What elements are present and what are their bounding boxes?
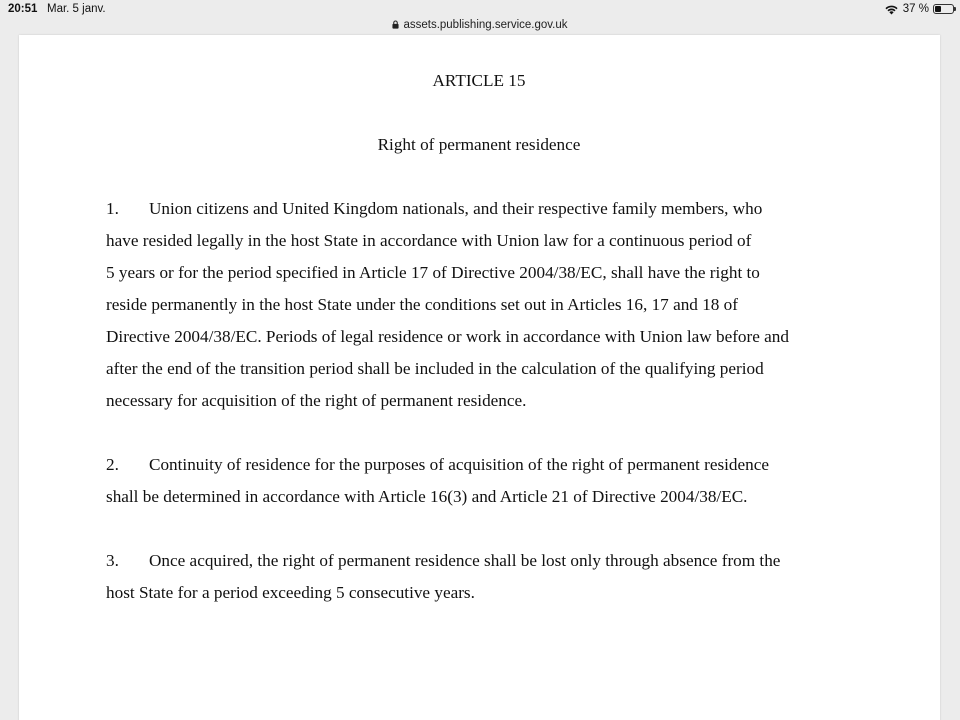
article-title: ARTICLE 15 (432, 71, 526, 90)
battery-icon (933, 4, 954, 14)
status-date: Mar. 5 janv. (47, 3, 106, 15)
paragraph-number: 2. (106, 455, 119, 474)
address-bar[interactable] (0, 16, 960, 34)
url-text: assets.publishing.service.gov.uk (403, 19, 568, 31)
lock-icon (392, 20, 399, 29)
paragraph-line: after the end of the transition period shall be included in the calculation of the qualifying period (106, 359, 764, 378)
paragraph-1 (106, 193, 866, 417)
paragraph-line: 5 years or for the period specified in Article 17 of Directive 2004/38/EC, shall have the right to (106, 263, 760, 282)
status-right (884, 3, 954, 15)
paragraph-line: reside permanently in the host State under the conditions set out in Articles 16, 17 and 18 of (106, 295, 738, 314)
paragraph-line: shall be determined in accordance with Article 16(3) and Article 21 of Directive 2004/38/EC. (106, 487, 748, 506)
status-time: 20:51 (8, 3, 38, 15)
paragraph-text: Once acquired, the right of permanent residence shall be lost only through absence from the (149, 551, 781, 570)
paragraph-3 (106, 545, 866, 609)
paragraph-line (106, 449, 866, 481)
paragraph-number: 1. (106, 199, 119, 218)
paragraph-line: have resided legally in the host State in accordance with Union law for a continuous period of (106, 231, 752, 250)
paragraph-number: 3. (106, 551, 119, 570)
paragraph-2 (106, 449, 866, 513)
paragraph-text: Union citizens and United Kingdom nationals, and their respective family members, who (149, 199, 763, 218)
paragraph-line (106, 193, 866, 225)
battery-tip (954, 7, 956, 11)
document-page (19, 35, 940, 720)
paragraph-line (106, 545, 866, 577)
paragraph-line: host State for a period exceeding 5 consecutive years. (106, 583, 475, 602)
wifi-icon (884, 4, 899, 15)
battery-percent: 37 % (902, 3, 929, 15)
article-heading: Right of permanent residence (377, 135, 581, 154)
paragraph-text: Continuity of residence for the purposes of acquisition of the right of permanent residence (149, 455, 770, 474)
battery-fill (935, 6, 941, 12)
paragraph-line: necessary for acquisition of the right of permanent residence. (106, 391, 527, 410)
paragraph-line: Directive 2004/38/EC. Periods of legal residence or work in accordance with Union law before and (106, 327, 789, 346)
